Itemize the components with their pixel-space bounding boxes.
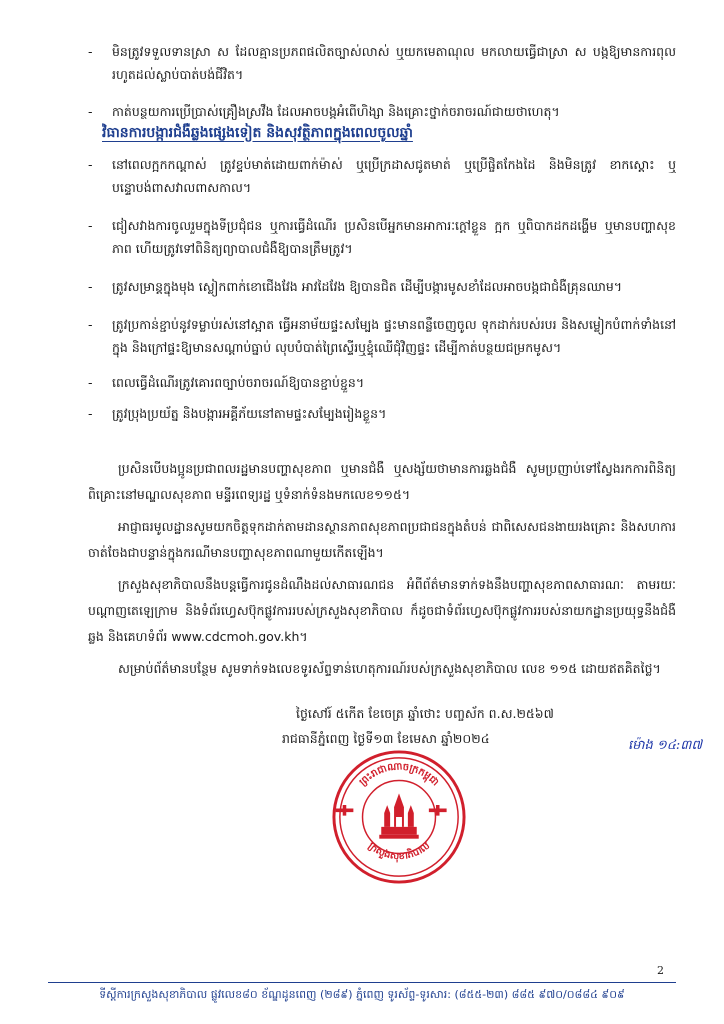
dash-bullet-icon: - <box>88 406 93 421</box>
list-item <box>88 371 676 394</box>
list-item <box>88 313 676 359</box>
bullet-text: ត្រូវប្រុងប្រយ័ត្ន និងបង្ការអគ្គីភ័យនៅតាមផ្ទះសម្បែងរៀងខ្លួន។ <box>112 406 387 421</box>
paragraph-local-authorities: អាជ្ញាធរមូលដ្ឋានសូមយកចិត្តទុកដាក់តាមដានស្ថានភាពសុខភាពប្រជាជនក្នុងតំបន់ ជាពិសេសជនងាយរងគ្រោះ និងសហការចាត់ចែងជាបន្ទាន់ក្នុងករណីមានបញ្ហាសុខភាពណាមួយកើតឡើង។ <box>88 519 676 560</box>
list-item <box>88 40 676 86</box>
ministry-seal-icon <box>330 748 468 886</box>
footer-address: ទីស្តីការក្រសួងសុខាភិបាល ផ្លូវលេខ៨០ ខ័ណ្ឌដូនពេញ (២៨៩) ភ្នំពេញ ទូរស័ព្ទ-ទូរសារ: (៨៥៥-២៣) ៨៨៥ ៩៧០/០៨៨៤ ៩០៩ <box>99 988 625 1001</box>
handwritten-time-note: ម៉ោង ១៤:៣៧ <box>628 738 703 753</box>
dash-bullet-icon: - <box>88 279 93 294</box>
dash-bullet-icon: - <box>88 218 93 233</box>
seal-top-text: ព្រះរាជាណាចក្រកម្ពុជា <box>357 761 441 789</box>
list-item <box>88 214 676 260</box>
seal-bottom-text: ក្រសួងសុខាភិបាល <box>365 840 433 863</box>
paragraph-health-advice: ប្រសិនបើបងប្អូនប្រជាពលរដ្ឋមានបញ្ហាសុខភាព ឬមានជំងឺ ឬសង្ស័យថាមានការឆ្លងជំងឺ សូមប្រញាប់ទៅស្វែងរកការពិនិត្យពិគ្រោះនៅមណ្ឌលសុខភាព មន្ទីរពេទ្យរដ្ឋ ឬទំនាក់ទំនងមកលេខ១១៥។ <box>88 461 676 502</box>
list-item <box>88 275 676 298</box>
bullet-text: នៅពេលក្អកកណ្តាស់ ត្រូវខ្ទប់មាត់ដោយពាក់ម៉ាស់ ឬប្រើក្រដាសជូតមាត់ ឬប្រើផ្ចិតកែងដៃ និងមិនត្រូវ ខាកស្តោះ ឬបន្ទោបង់ពាសវាលពាសកាល។ <box>112 157 676 195</box>
dash-bullet-icon: - <box>88 317 93 332</box>
list-item <box>88 402 676 425</box>
list-item <box>88 100 676 123</box>
dash-bullet-icon: - <box>88 44 93 59</box>
section-bullet-list <box>88 153 676 425</box>
list-item <box>88 153 676 199</box>
top-bullet-list <box>88 40 676 123</box>
paragraph-ministry-notice: ក្រសួងសុខាភិបាលនឹងបន្តធ្វើការជូនដំណឹងដល់សាធារណជន អំពីព័ត៌មានទាក់ទងនឹងបញ្ហាសុខភាពសាធារណៈ តាមរយៈបណ្តាញតេឡេក្រាម និងទំព័រហ្វេសប៊ុកផ្លូវការរបស់ក្រសួងសុខាភិបាល ក៏ដូចជាទំព័រហ្វេសប៊ុកផ្លូវការរបស់នាយកដ្ឋានប្រយុទ្ធនឹងជំងឺឆ្លង និងគេហទំព័រ www.cdcmoh.gov.kh។ <box>88 577 676 644</box>
page-number: 2 <box>657 964 664 977</box>
dash-bullet-icon: - <box>88 375 93 390</box>
svg-text:ក្រសួងសុខាភិបាល <box>366 840 433 863</box>
bullet-text: មិនត្រូវទទួលទានស្រា ស ដែលគ្មានប្រភពផលិតច្បាស់លាស់ ឬយកមេតាណុល មកលាយធ្វើជាស្រា ស បង្កឱ្យមានការពុលរហូតដល់ស្លាប់បាត់បង់ជីវិត។ <box>112 44 676 82</box>
section-heading: វិធានការបង្ការជំងឺឆ្លងផ្សេងទៀត និងសុវត្ថិភាពក្នុងពេលចូលឆ្នាំ <box>102 125 413 141</box>
paragraph-hotline: សម្រាប់ព័ត៌មានបន្ថែម សូមទាក់ទងលេខទូរស័ព្ទទាន់ហេតុការណ៍របស់ក្រសួងសុខាភិបាល លេខ ១១៥ ដោយឥតគិតថ្លៃ។ <box>118 661 661 676</box>
solar-date: រាជធានីភ្នំពេញ ថ្ងៃទី១៣ ខែមេសា ឆ្នាំ២០២៤ <box>282 731 490 746</box>
dash-bullet-icon: - <box>88 157 93 172</box>
bullet-text: ត្រូវសម្រាន្តក្នុងមុង ស្លៀកពាក់ខោជើងវែង អាវដៃវែង ឱ្យបានជិត ដើម្បីបង្ការមូសខាំដែលអាចបង្កជាជំងឺគ្រុនឈាម។ <box>112 279 623 294</box>
bullet-text: ពេលធ្វើដំណើរត្រូវគោរពច្បាប់ចរាចរណ៍ឱ្យបានខ្ជាប់ខ្ជួន។ <box>112 375 365 390</box>
bullet-text: ជៀសវាងការចូលរួមក្នុងទីប្រជុំជន ឬការធ្វើដំណើរ ប្រសិនបើអ្នកមានអាការៈក្តៅខ្លួន ក្អក ឬពិបាកដកដង្ហើម ឬមានបញ្ហាសុខភាព ហើយត្រូវទៅពិនិត្យព្យាបាលជំងឺឱ្យបានត្រឹមត្រូវ។ <box>112 218 676 256</box>
dash-bullet-icon: - <box>88 104 93 119</box>
footer-divider <box>48 982 676 983</box>
bullet-text: ត្រូវប្រកាន់ខ្ជាប់នូវទម្លាប់រស់នៅស្អាត ធ្វើអនាម័យផ្ទះសម្បែង ផ្ទះមានពន្លឺចេញចូល ទុកដាក់របស់របរ និងសម្លៀកបំពាក់ទាំងនៅក្នុង និងក្រៅផ្ទះឱ្យមានសណ្តាប់ធ្នាប់ លុបបំបាត់ព្រៃស្ទើរឬខ្ទុំឈើជុំវិញផ្ទះ ដើម្បីកាត់បន្ថយជម្រកមូស។ <box>112 317 676 355</box>
bullet-text: កាត់បន្ថយការប្រើប្រាស់គ្រឿងស្រវឹង ដែលអាចបង្កអំពើហិង្សា និងគ្រោះថ្នាក់ចរាចរណ៍ជាយថាហេតុ។ <box>112 104 560 119</box>
lunar-date: ថ្ងៃសៅរ៍ ៥កើត ខែចេត្រ ឆ្នាំថោះ បញ្ចស័ក ព.ស.២៥៦៧ <box>296 706 554 721</box>
